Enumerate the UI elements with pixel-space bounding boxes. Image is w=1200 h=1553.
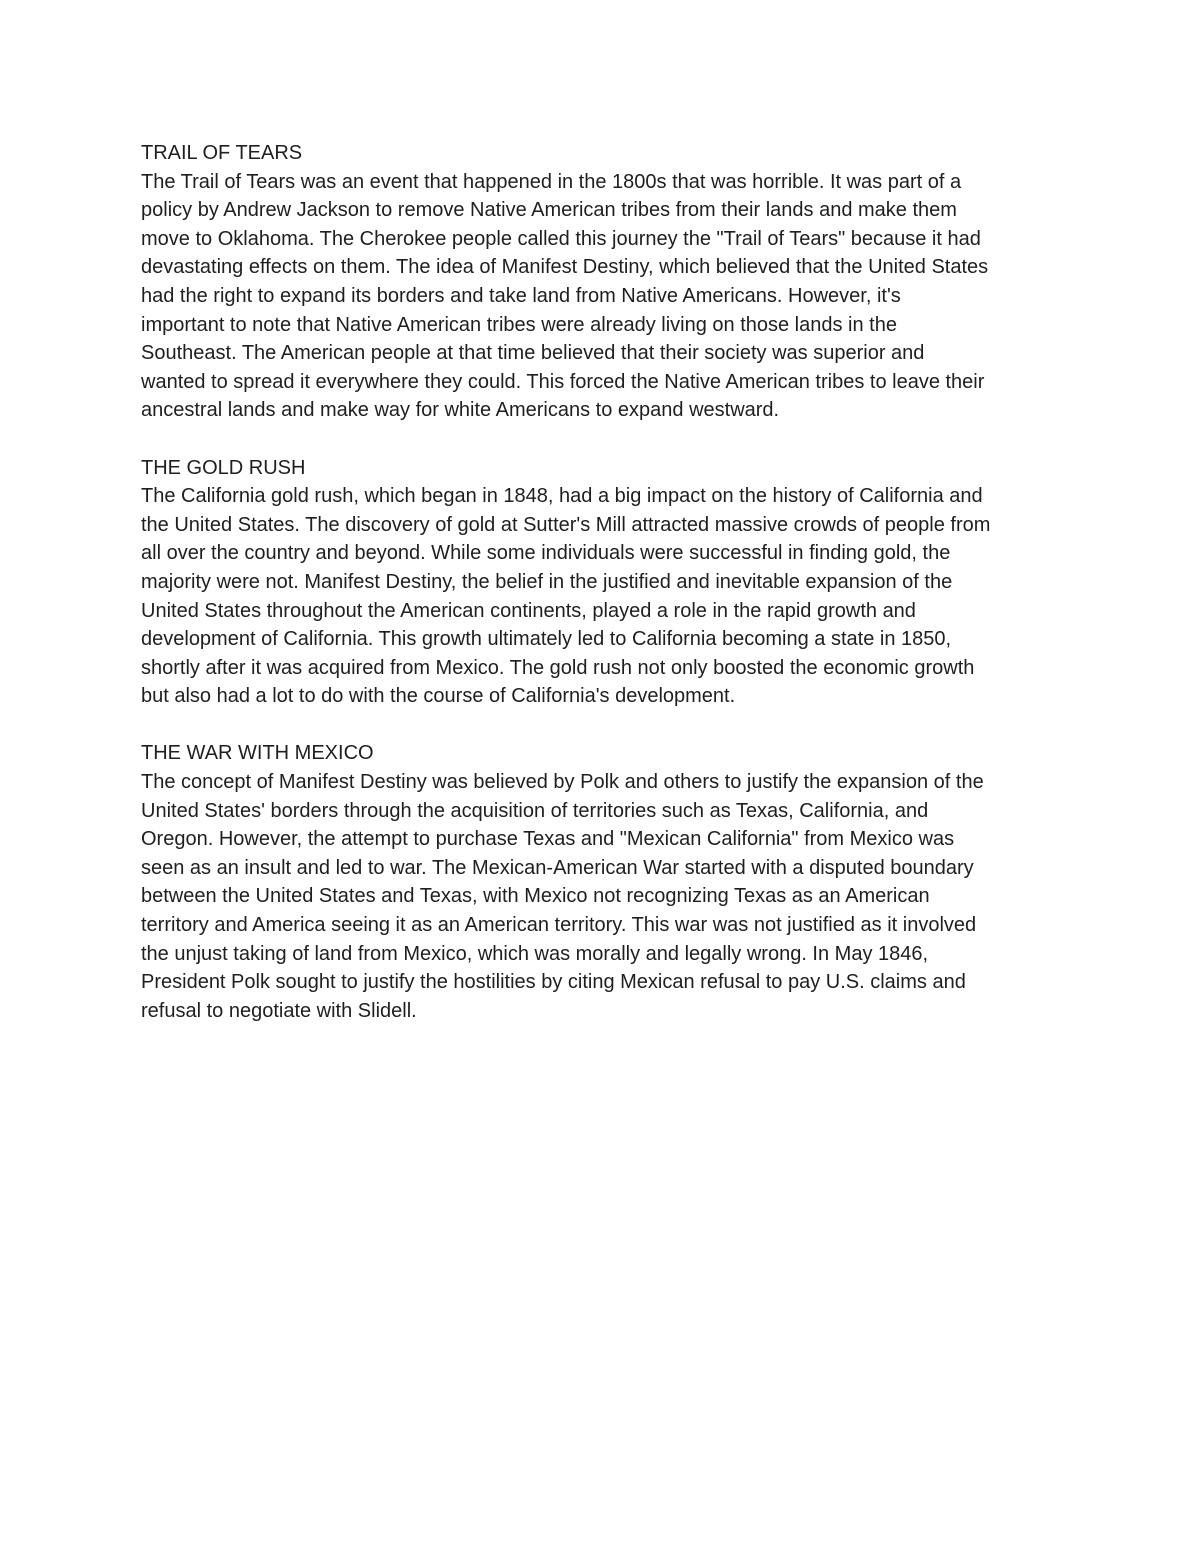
paragraph-line: the United States. The discovery of gold at Sutter's Mill attracted massive crowds of people from bbox=[141, 513, 991, 536]
section-title: THE GOLD RUSH bbox=[141, 456, 306, 479]
section-title: TRAIL OF TEARS bbox=[141, 142, 303, 164]
paragraph-line: President Polk sought to justify the hostilities by citing Mexican refusal to pay U.S. claims and bbox=[141, 971, 966, 994]
paragraph-line: the unjust taking of land from Mexico, which was morally and legally wrong. In May 1846, bbox=[141, 942, 929, 965]
paragraph-line: had the right to expand its borders and take land from Native Americans. However, it's bbox=[141, 284, 901, 307]
paragraph-line: devastating effects on them. The idea of Manifest Destiny, which believed that the United States bbox=[141, 256, 989, 279]
section-war-with-mexico bbox=[141, 739, 1071, 1025]
paragraph-line: important to note that Native American tribes were already living on those lands in the bbox=[141, 313, 897, 336]
paragraph-line: between the United States and Texas, with Mexico not recognizing Texas as an American bbox=[141, 885, 930, 908]
paragraph-line: The concept of Manifest Destiny was believed by Polk and others to justify the expansion of the bbox=[141, 771, 984, 794]
paragraph-line: Southeast. The American people at that time believed that their society was superior and bbox=[141, 342, 925, 365]
paragraph-line: ancestral lands and make way for white Americans to expand westward. bbox=[141, 399, 780, 422]
paragraph-line: The California gold rush, which began in 1848, had a big impact on the history of California and bbox=[141, 485, 983, 508]
paragraph-line: The Trail of Tears was an event that happened in the 1800s that was horrible. It was part of a bbox=[141, 170, 962, 193]
paragraph-line: territory and America seeing it as an American territory. This war was not justified as it involved bbox=[141, 914, 977, 937]
paragraph-line: refusal to negotiate with Slidell. bbox=[141, 999, 417, 1022]
paragraph-line: shortly after it was acquired from Mexico. The gold rush not only boosted the economic growth bbox=[141, 656, 975, 679]
paragraph-line: all over the country and beyond. While some individuals were successful in finding gold, the bbox=[141, 542, 951, 565]
paragraph-line: United States throughout the American continents, played a role in the rapid growth and bbox=[141, 599, 916, 622]
paragraph-line: Oregon. However, the attempt to purchase Texas and "Mexican California" from Mexico was bbox=[141, 828, 955, 851]
paragraph-line: majority were not. Manifest Destiny, the belief in the justified and inevitable expansion of the bbox=[141, 570, 953, 593]
paragraph-line: United States' borders through the acquisition of territories such as Texas, California, and bbox=[141, 799, 929, 822]
section-trail-of-tears bbox=[141, 139, 1071, 425]
paragraph-line: wanted to spread it everywhere they could. This forced the Native American tribes to leave their bbox=[141, 370, 985, 393]
paragraph-line: but also had a lot to do with the course of California's development. bbox=[141, 685, 736, 708]
paragraph-line: seen as an insult and led to war. The Mexican-American War started with a disputed boundary bbox=[141, 856, 974, 879]
document-body bbox=[141, 139, 1071, 1054]
section-gold-rush bbox=[141, 454, 1071, 711]
section-title: THE WAR WITH MEXICO bbox=[141, 742, 374, 765]
paragraph-line: policy by Andrew Jackson to remove Native American tribes from their lands and make them bbox=[141, 199, 957, 222]
paragraph-line: move to Oklahoma. The Cherokee people called this journey the "Trail of Tears" because it had bbox=[141, 227, 981, 250]
paragraph-line: development of California. This growth ultimately led to California becoming a state in 1850, bbox=[141, 628, 952, 651]
